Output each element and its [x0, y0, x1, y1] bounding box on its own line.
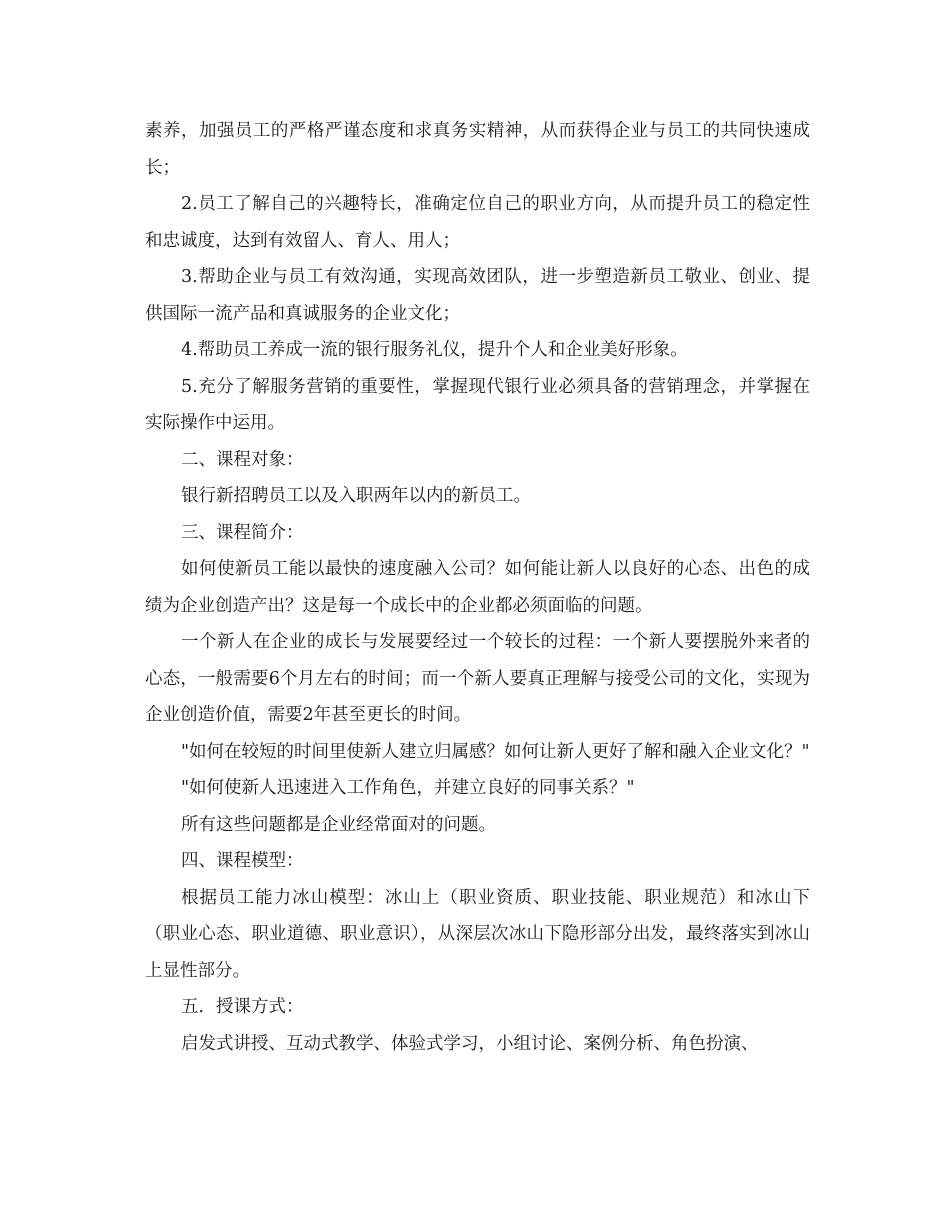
paragraph: 四、课程模型：: [181, 851, 304, 871]
paragraph: 启发式讲授、互动式教学、体验式学习，小组讨论、案例分析、角色扮演、: [181, 1033, 759, 1054]
paragraph: 根据员工能力冰山模型：冰山上（职业资质、职业技能、职业规范）和冰山下（职业心态、职业道德、职业意识），从深层次冰山下隐形部分出发，最终落实到冰山上显性部分。: [145, 887, 810, 981]
document-body: [145, 113, 810, 1062]
paragraph: "如何在较短的时间里使新人建立归属感？如何让新人更好了解和融入企业文化？": [181, 741, 810, 762]
paragraph: 所有这些问题都是企业经常面对的问题。: [181, 814, 496, 835]
paragraph: 一个新人在企业的成长与发展要经过一个较长的过程：一个新人要摆脱外来者的心态，一般需要6个月左右的时间；而一个新人要真正理解与接受公司的文化，实现为企业创造价值，需要2年甚至更长的时间。: [145, 632, 810, 725]
paragraph: 4.帮助员工养成一流的银行服务礼仪，提升个人和企业美好形象。: [181, 340, 688, 360]
paragraph: 如何使新员工能以最快的速度融入公司？如何能让新人以良好的心态、出色的成绩为企业创造产出？这是每一个成长中的企业都必须面临的问题。: [145, 559, 810, 616]
paragraph: "如何使新人迅速进入工作角色，并建立良好的同事关系？": [181, 778, 635, 798]
paragraph: 3.帮助企业与员工有效沟通，实现高效团队，进一步塑造新员工敬业、创业、提供国际一流产品和真诚服务的企业文化；: [145, 267, 810, 324]
paragraph: 五．授课方式：: [181, 997, 304, 1017]
paragraph: 三、课程简介：: [181, 522, 304, 543]
paragraph: 银行新招聘员工以及入职两年以内的新员工。: [181, 486, 531, 506]
paragraph: 5.充分了解服务营销的重要性，掌握现代银行业必须具备的营销理念，并掌握在实际操作中运用。: [145, 376, 810, 433]
paragraph: 二、课程对象：: [181, 449, 304, 470]
paragraph: 素养，加强员工的严格严谨态度和求真务实精神，从而获得企业与员工的共同快速成长；: [145, 121, 810, 178]
paragraph: 2.员工了解自己的兴趣特长，准确定位自己的职业方向，从而提升员工的稳定性和忠诚度，达到有效留人、育人、用人；: [145, 194, 810, 251]
